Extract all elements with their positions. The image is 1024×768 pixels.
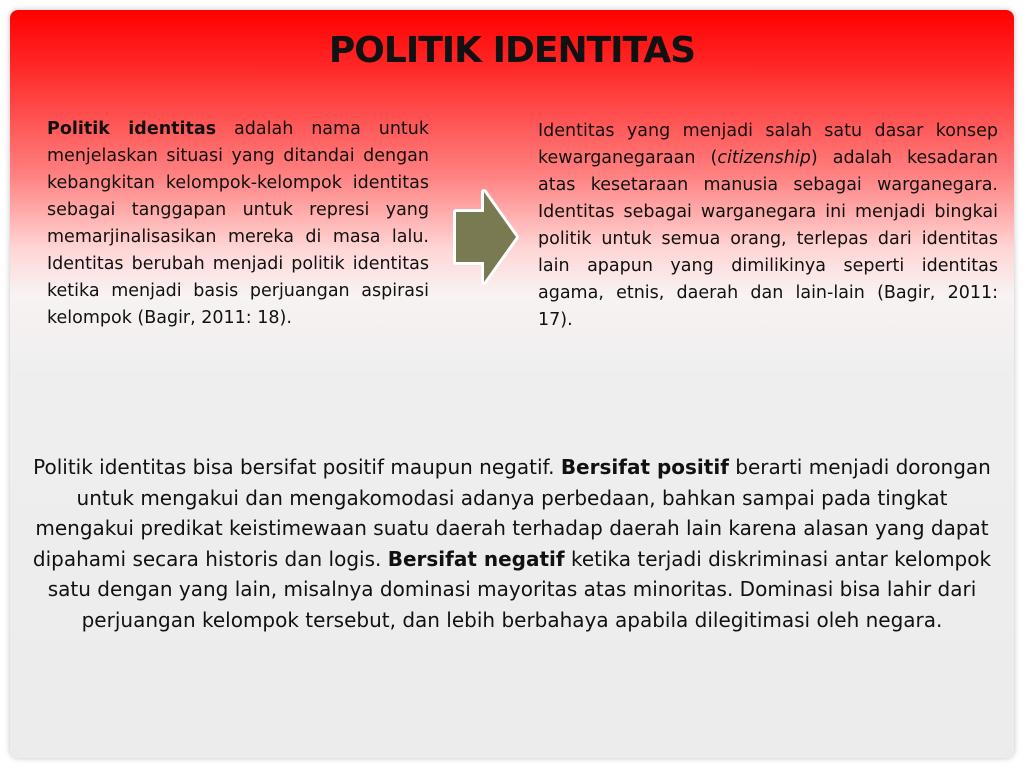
bottom-paragraph-text-1: Politik identitas bisa bersifat positif maupun negatif. (33, 455, 561, 479)
bottom-paragraph-text-2: berarti menjadi dorongan untuk mengakui dan mengakomodasi adanya perbedaan, bahkan sampai pada tingkat mengakui predikat keistimewaan suatu daerah terhadap daerah lain karena alasan yang dapat dipahami secara historis dan logis. (32, 455, 991, 571)
left-paragraph-bold-lead: Politik identitas (47, 119, 217, 139)
right-paragraph-text-2: ) adalah kesadaran atas kesetaraan manusia sebagai warganegara. Identitas sebagai warganegara ini menjadi bingkai politik untuk semua orang, terlepas dari identitas lain apapun yang dimilikinya seperti identitas agama, etnis, daerah dan lain-lain (Bagir, 2011: 17). (538, 148, 998, 330)
bottom-paragraph-bold-positive: Bersifat positif (560, 455, 729, 479)
left-paragraph-text: adalah nama untuk menjelaskan situasi yang ditandai dengan kebangkitan kelompok-kelompok identitas sebagai tanggapan untuk represi yang memarjinalisasikan mereka di masa lalu. Identitas berubah menjadi politik identitas ketika menjadi basis perjuangan aspirasi kelompok (Bagir, 2011: 18). (47, 119, 430, 328)
slide-title: POLITIK IDENTITAS (328, 30, 696, 71)
right-arrow-icon (452, 188, 520, 286)
right-paragraph-italic: citizenship (717, 148, 811, 168)
right-paragraph (538, 118, 998, 334)
bottom-paragraph-text-3: ketika terjadi diskriminasi antar kelompok satu dengan yang lain, misalnya dominasi mayoritas atas minoritas. Dominasi bisa lahir dari perjuangan kelompok tersebut, dan lebih berbahaya apabila dilegitimasi oleh negara. (47, 546, 992, 632)
slide (10, 10, 1014, 758)
bottom-paragraph (26, 452, 998, 635)
left-paragraph (47, 116, 429, 332)
right-paragraph-text-1: Identitas yang menjadi salah satu dasar konsep kewarganegaraan ( (538, 121, 998, 168)
bottom-paragraph-bold-negative: Bersifat negatif (387, 546, 565, 571)
